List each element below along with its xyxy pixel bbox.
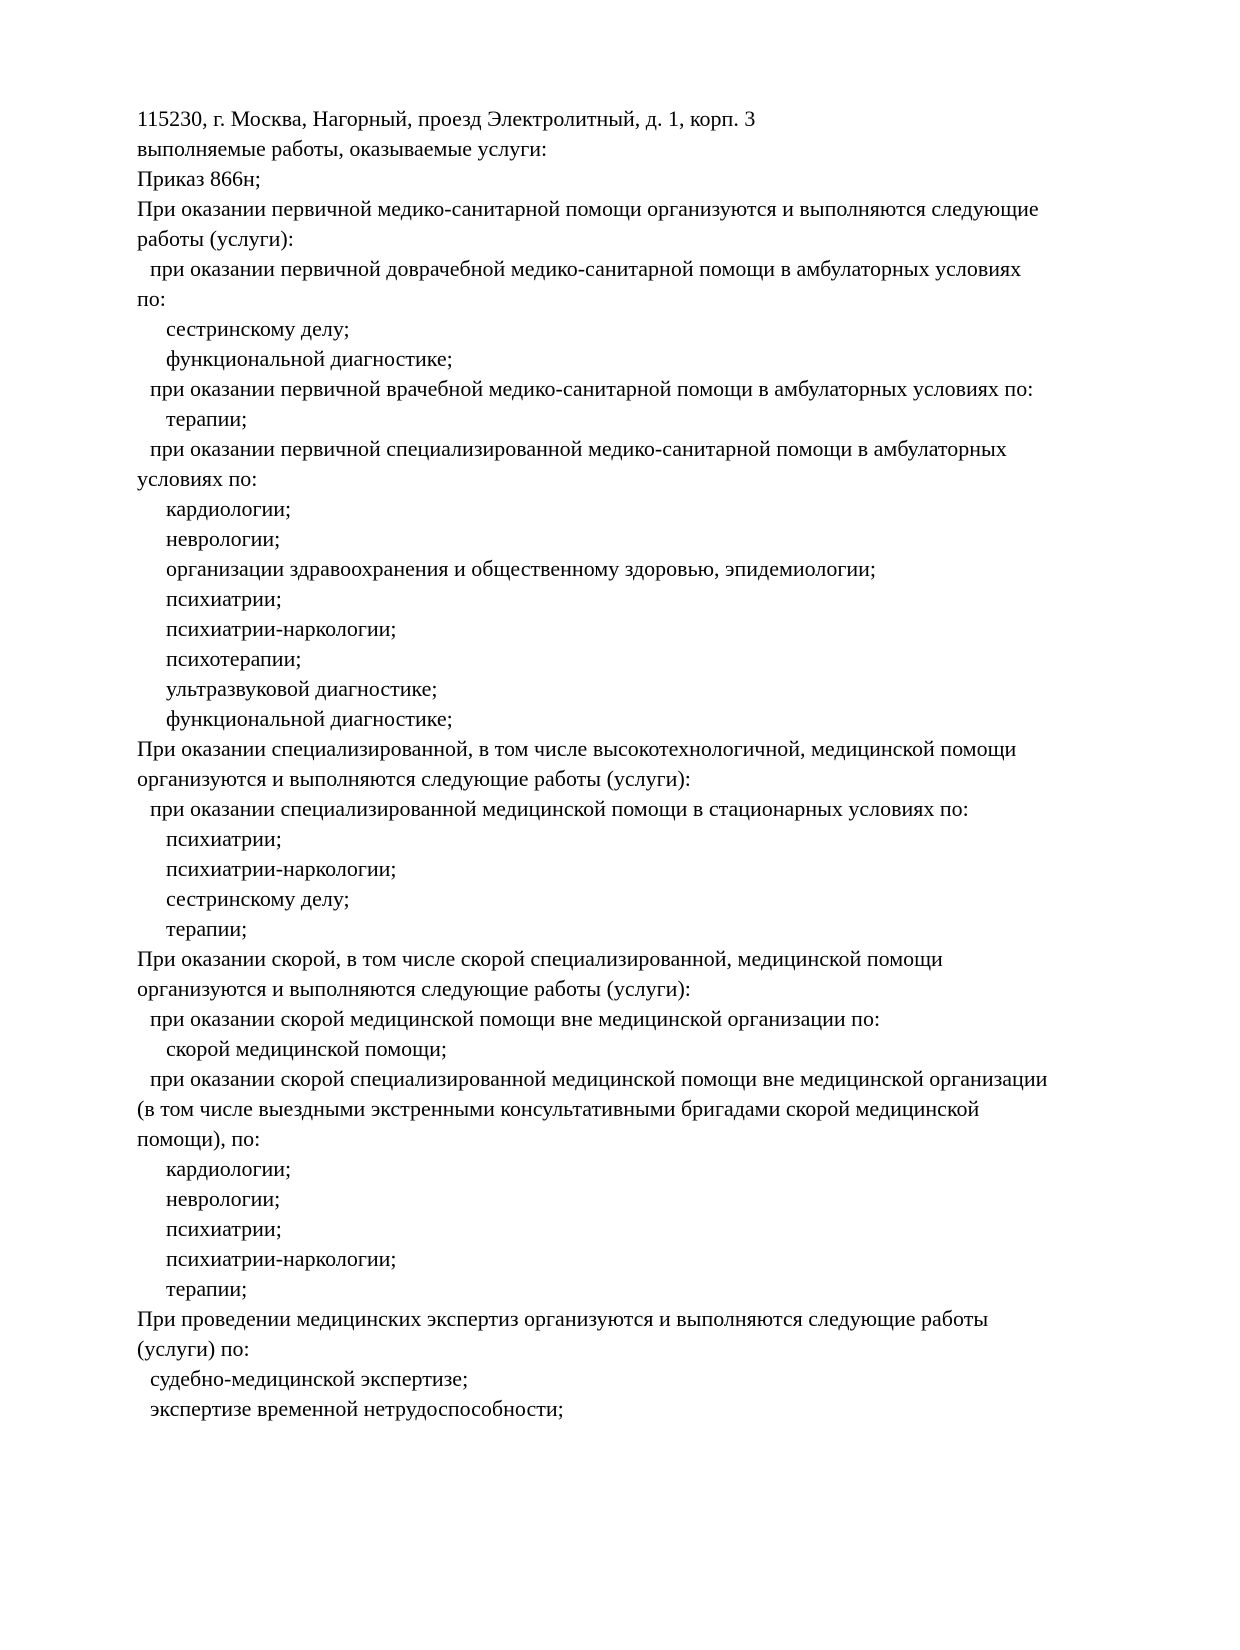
document-line: организуются и выполняются следующие работы (услуги): bbox=[137, 976, 691, 1001]
document-line: терапии; bbox=[166, 406, 248, 431]
document-line: судебно-медицинской экспертизе; bbox=[150, 1366, 469, 1391]
document-line: психиатрии-наркологии; bbox=[166, 856, 397, 881]
document-line: При оказании специализированной, в том числе высокотехнологичной, медицинской помощи bbox=[137, 736, 1017, 761]
document-line: неврологии; bbox=[166, 526, 281, 551]
document-line: функциональной диагностике; bbox=[166, 346, 453, 371]
document-line: организуются и выполняются следующие работы (услуги): bbox=[137, 766, 691, 791]
document-line: психиатрии-наркологии; bbox=[166, 1246, 397, 1271]
document-line: при оказании первичной врачебной медико-санитарной помощи в амбулаторных условиях по: bbox=[150, 376, 1034, 401]
document-line: кардиологии; bbox=[166, 496, 292, 521]
document-line: При оказании первичной медико-санитарной помощи организуются и выполняются следующие bbox=[137, 196, 1039, 221]
document-line: сестринскому делу; bbox=[166, 316, 350, 341]
document-line: выполняемые работы, оказываемые услуги: bbox=[137, 136, 548, 161]
document-line: неврологии; bbox=[166, 1186, 281, 1211]
document-line: психиатрии; bbox=[166, 826, 282, 851]
document-line: Приказ 866н; bbox=[137, 166, 261, 191]
document-line: При проведении медицинских экспертиз организуются и выполняются следующие работы bbox=[137, 1306, 989, 1331]
document-line: при оказании скорой медицинской помощи вне медицинской организации по: bbox=[150, 1006, 881, 1031]
document-line: психиатрии; bbox=[166, 586, 282, 611]
document-text-block bbox=[137, 104, 1147, 1424]
document-line: психиатрии-наркологии; bbox=[166, 616, 397, 641]
document-line: при оказании скорой специализированной медицинской помощи вне медицинской организации bbox=[150, 1066, 1048, 1091]
document-line: помощи), по: bbox=[137, 1126, 261, 1151]
document-line: по: bbox=[137, 286, 166, 311]
document-line: при оказании специализированной медицинской помощи в стационарных условиях по: bbox=[150, 796, 969, 821]
document-line: сестринскому делу; bbox=[166, 886, 350, 911]
document-line: терапии; bbox=[166, 1276, 248, 1301]
document-line: при оказании первичной доврачебной медико-санитарной помощи в амбулаторных условиях bbox=[150, 256, 1022, 281]
document-line: организации здравоохранения и общественному здоровью, эпидемиологии; bbox=[166, 556, 877, 581]
document-line: терапии; bbox=[166, 916, 248, 941]
document-line: скорой медицинской помощи; bbox=[166, 1036, 448, 1061]
document-line: условиях по: bbox=[137, 466, 258, 491]
document-line: (в том числе выездными экстренными консультативными бригадами скорой медицинской bbox=[137, 1096, 980, 1121]
document-line: При оказании скорой, в том числе скорой специализированной, медицинской помощи bbox=[137, 946, 943, 971]
document-line: экспертизе временной нетрудоспособности; bbox=[150, 1396, 564, 1421]
document-line: работы (услуги): bbox=[137, 226, 294, 251]
document-line: при оказании первичной специализированной медико-санитарной помощи в амбулаторных bbox=[150, 436, 1007, 461]
document-line: функциональной диагностике; bbox=[166, 706, 453, 731]
document-line: психиатрии; bbox=[166, 1216, 282, 1241]
document-line: (услуги) по: bbox=[137, 1336, 250, 1361]
document-line: 115230, г. Москва, Нагорный, проезд Электролитный, д. 1, корп. 3 bbox=[137, 106, 756, 131]
document-line: кардиологии; bbox=[166, 1156, 292, 1181]
document-line: психотерапии; bbox=[166, 646, 302, 671]
document-line: ультразвуковой диагностике; bbox=[166, 676, 438, 701]
